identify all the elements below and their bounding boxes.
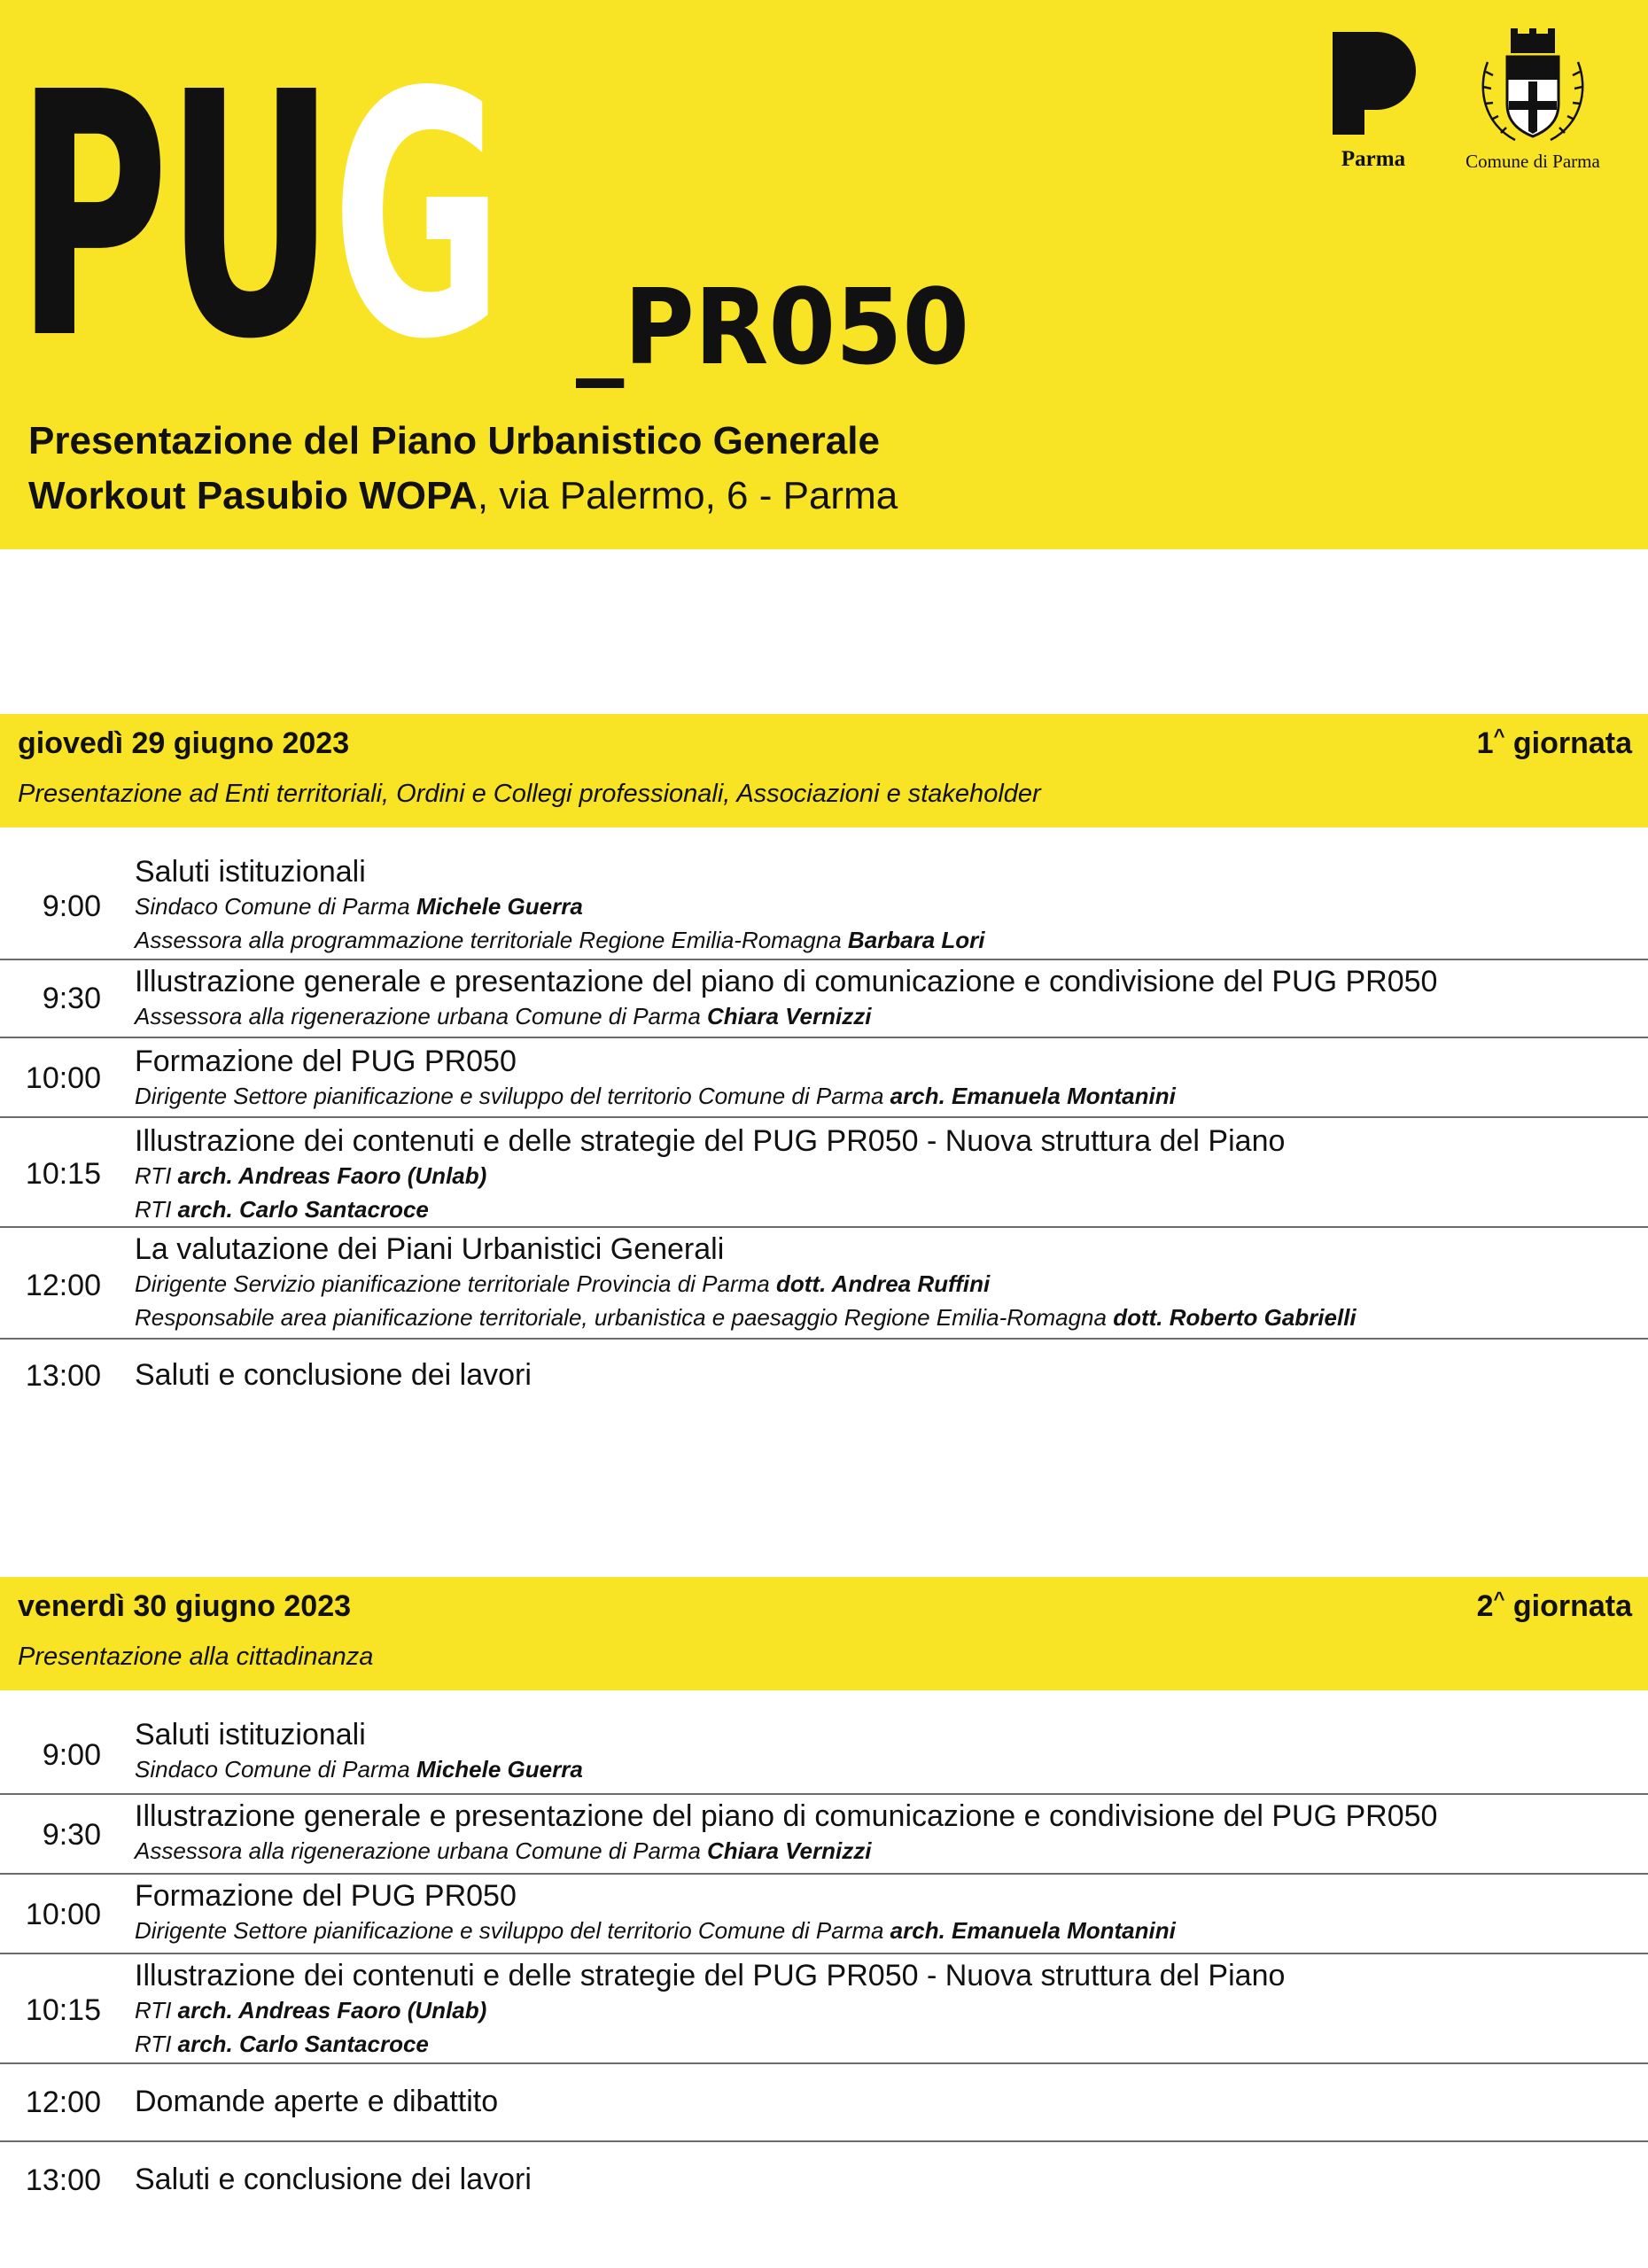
day-date: giovedì 29 giugno 2023 bbox=[18, 726, 350, 760]
parma-p-logo-icon bbox=[1329, 30, 1418, 135]
agenda-row bbox=[0, 2142, 1648, 2222]
agenda-speaker: RTI arch. Andreas Faoro (Unlab) bbox=[135, 1997, 487, 2023]
agenda-speaker: RTI arch. Andreas Faoro (Unlab) bbox=[135, 1162, 487, 1189]
agenda-row bbox=[0, 2064, 1648, 2142]
day-description: Presentazione ad Enti territoriali, Ordini e Collegi professionali, Associazioni e stakeholder bbox=[18, 780, 1041, 808]
agenda-row bbox=[0, 1712, 1648, 1795]
agenda-time: 9:00 bbox=[42, 1738, 101, 1772]
agenda-speaker: Responsabile area pianificazione territoriale, urbanistica e paesaggio Regione Emilia-Romagna dott. Roberto Gabrielli bbox=[135, 1304, 1356, 1331]
logo-part-1: PU bbox=[16, 20, 332, 413]
comune-crest-icon bbox=[1475, 27, 1590, 146]
agenda-speaker: Assessora alla rigenerazione urbana Comune di Parma Chiara Vernizzi bbox=[135, 1837, 872, 1864]
agenda-time: 10:00 bbox=[25, 1061, 101, 1095]
parma-brand-label: Parma bbox=[1341, 147, 1406, 171]
pug-logo bbox=[16, 20, 501, 413]
agenda-title: Illustrazione generale e presentazione del piano di comunicazione e condivisione del PUG PR050 bbox=[135, 965, 1438, 998]
agenda-title: Illustrazione dei contenuti e delle strategie del PUG PR050 - Nuova struttura del Piano bbox=[135, 1959, 1286, 1992]
event-title: Presentazione del Piano Urbanistico Generale bbox=[28, 419, 880, 462]
agenda-time: 9:30 bbox=[42, 982, 101, 1015]
agenda-row bbox=[0, 849, 1648, 960]
venue-name: Workout Pasubio WOPA bbox=[28, 474, 478, 517]
day-1-header bbox=[0, 714, 1648, 827]
agenda-time: 10:15 bbox=[25, 1157, 101, 1191]
agenda-speaker: Dirigente Settore pianificazione e sviluppo del territorio Comune di Parma arch. Emanuela Montanini bbox=[135, 1917, 1176, 1944]
agenda-speaker: Assessora alla rigenerazione urbana Comune di Parma Chiara Vernizzi bbox=[135, 1003, 872, 1029]
day-description: Presentazione alla cittadinanza bbox=[18, 1643, 374, 1671]
agenda-title: La valutazione dei Piani Urbanistici Generali bbox=[135, 1232, 725, 1266]
logo-suffix: _PR050 bbox=[576, 266, 970, 388]
agenda-row bbox=[0, 1875, 1648, 1954]
agenda-title: Saluti e conclusione dei lavori bbox=[135, 2163, 532, 2196]
comune-label: Comune di Parma bbox=[1465, 151, 1600, 172]
agenda-speaker: RTI arch. Carlo Santacroce bbox=[135, 1196, 429, 1223]
agenda-speaker: Assessora alla programmazione territoriale Regione Emilia-Romagna Barbara Lori bbox=[135, 927, 985, 953]
venue-address: , via Palermo, 6 - Parma bbox=[477, 474, 898, 517]
agenda-title: Formazione del PUG PR050 bbox=[135, 1045, 517, 1078]
day-date: venerdì 30 giugno 2023 bbox=[18, 1589, 352, 1623]
header-banner bbox=[0, 0, 1648, 549]
agenda-speaker: Dirigente Servizio pianificazione territoriale Provincia di Parma dott. Andrea Ruffini bbox=[135, 1270, 991, 1297]
agenda-speaker: RTI arch. Carlo Santacroce bbox=[135, 2031, 429, 2057]
agenda-row bbox=[0, 1954, 1648, 2064]
event-venue bbox=[28, 473, 898, 519]
agenda-row bbox=[0, 1118, 1648, 1228]
agenda-speaker: Sindaco Comune di Parma Michele Guerra bbox=[135, 1756, 583, 1783]
day-number: 1^ giornata bbox=[1476, 725, 1632, 760]
logo-part-2: G bbox=[331, 20, 501, 413]
agenda-time: 9:00 bbox=[42, 889, 101, 923]
agenda-time: 12:00 bbox=[25, 2085, 101, 2119]
agenda-title: Illustrazione dei contenuti e delle strategie del PUG PR050 - Nuova struttura del Piano bbox=[135, 1124, 1286, 1158]
agenda-time: 12:00 bbox=[25, 1269, 101, 1302]
agenda-row bbox=[0, 1228, 1648, 1340]
agenda-time: 13:00 bbox=[25, 1359, 101, 1393]
agenda-row bbox=[0, 960, 1648, 1038]
agenda-time: 10:15 bbox=[25, 1993, 101, 2027]
agenda-time: 10:00 bbox=[25, 1898, 101, 1931]
agenda-speaker: Dirigente Settore pianificazione e sviluppo del territorio Comune di Parma arch. Emanuela Montanini bbox=[135, 1083, 1176, 1109]
agenda-row bbox=[0, 1795, 1648, 1875]
agenda-speaker: Sindaco Comune di Parma Michele Guerra bbox=[135, 893, 583, 920]
agenda-title: Formazione del PUG PR050 bbox=[135, 1879, 517, 1913]
day-number: 2^ giornata bbox=[1476, 1588, 1632, 1623]
agenda-title: Saluti e conclusione dei lavori bbox=[135, 1358, 532, 1392]
agenda-title: Domande aperte e dibattito bbox=[135, 2085, 499, 2118]
agenda-title: Illustrazione generale e presentazione del piano di comunicazione e condivisione del PUG PR050 bbox=[135, 1799, 1438, 1833]
agenda-title: Saluti istituzionali bbox=[135, 855, 366, 889]
agenda-time: 13:00 bbox=[25, 2163, 101, 2197]
agenda-title: Saluti istituzionali bbox=[135, 1718, 366, 1751]
agenda-row bbox=[0, 1340, 1648, 1410]
agenda-time: 9:30 bbox=[42, 1818, 101, 1852]
agenda-row bbox=[0, 1038, 1648, 1118]
day-2-header bbox=[0, 1577, 1648, 1690]
